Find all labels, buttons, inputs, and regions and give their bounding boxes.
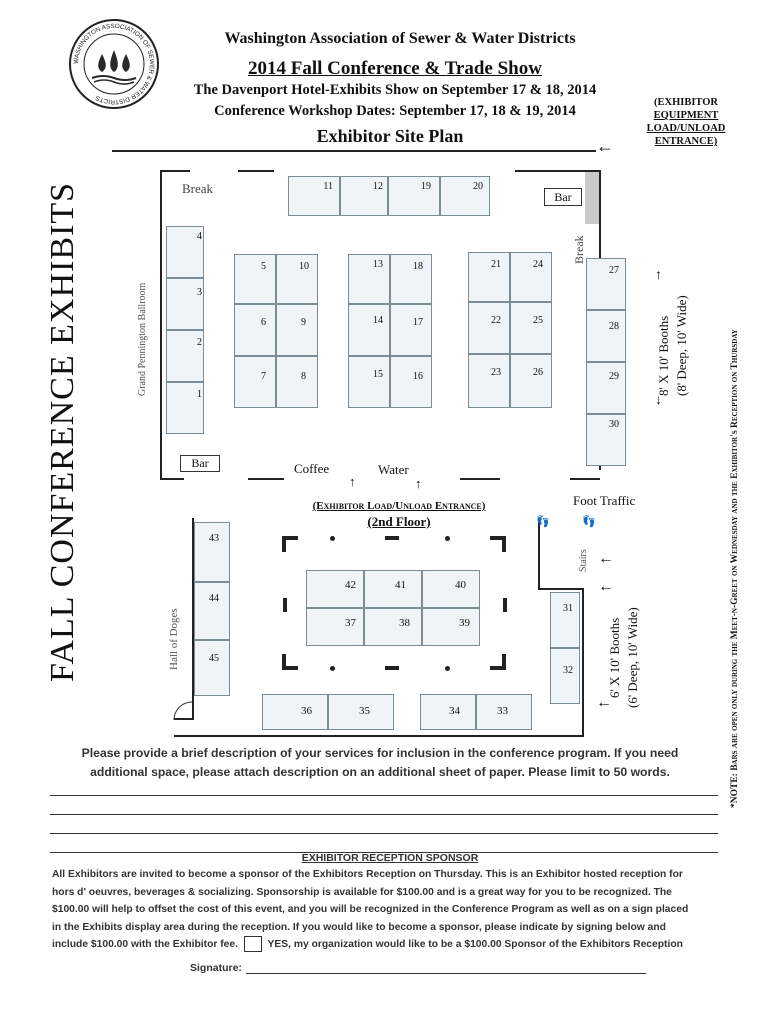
sponsor-line: $100.00 will help to offset the cost of this event, and you will be recognized in the Conference Program as well as on a sign placed — [52, 904, 689, 915]
booth-25[interactable]: 25 — [510, 302, 552, 354]
booth-39[interactable]: 39 — [422, 608, 480, 646]
door-icon — [172, 700, 196, 722]
description-field[interactable] — [50, 833, 718, 834]
description-field[interactable] — [50, 795, 718, 796]
description-field[interactable] — [50, 814, 718, 815]
wall — [570, 478, 600, 480]
booth-15[interactable]: 15 — [348, 356, 390, 408]
booth-43[interactable]: 43 — [194, 522, 230, 582]
booth-44[interactable]: 44 — [194, 582, 230, 640]
booth-29[interactable]: 29 — [586, 362, 626, 414]
booth-16[interactable]: 16 — [390, 356, 432, 408]
break-counter — [585, 172, 599, 224]
arrow-down-icon: ↓ — [655, 393, 662, 408]
booth-7[interactable]: 7 — [234, 356, 276, 408]
booth-size-upper: 8' X 10' Booths — [656, 315, 671, 396]
signature-label: Signature: — [190, 962, 242, 974]
sponsor-body — [52, 866, 724, 954]
booth-19[interactable]: 19 — [388, 176, 440, 216]
booth-4[interactable]: 4 — [166, 226, 204, 278]
booth-8[interactable]: 8 — [276, 356, 318, 408]
sponsor-line: in the Exhibits display area during the reception. If you would like to become a sponsor, please indicate by signing below and — [52, 921, 666, 933]
booth-14[interactable]: 14 — [348, 304, 390, 356]
sponsor-line: All Exhibitors are invited to become a sponsor of the Exhibitors Reception on Thursday. This is an Exhibitor hosted reception for — [52, 869, 683, 880]
wall — [160, 170, 190, 172]
equipment-entrance-line: ENTRANCE) — [654, 136, 718, 147]
booth-42[interactable]: 42 — [306, 570, 364, 608]
svg-text:WASHINGTON ASSOCIATION OF SEWE: WASHINGTON ASSOCIATION OF SEWER & WATER DISTRICTS — [72, 22, 156, 106]
wall — [238, 170, 274, 172]
wall — [160, 170, 162, 480]
description-line: additional space, please attach description on an additional sheet of paper. Please limit to 50 words. — [90, 765, 670, 779]
booth-23[interactable]: 23 — [468, 354, 510, 408]
booth-12[interactable]: 12 — [340, 176, 388, 216]
booth-22[interactable]: 22 — [468, 302, 510, 354]
logo-seal-icon — [64, 14, 164, 114]
booth-size-upper-detail: (8' Deep, 10' Wide) — [674, 295, 689, 396]
booth-33[interactable]: 33 — [476, 694, 532, 730]
booth-45[interactable]: 45 — [194, 640, 230, 696]
break-label: Break — [182, 181, 214, 196]
booth-31[interactable]: 31 — [550, 592, 580, 648]
coffee-label: Coffee — [294, 461, 330, 476]
equipment-entrance-line: (EXHIBITOR — [654, 97, 718, 108]
stairs-label: Stairs — [578, 549, 589, 572]
booth-11[interactable]: 11 — [288, 176, 340, 216]
booth-27[interactable]: 27 — [586, 258, 626, 310]
booth-32[interactable]: 32 — [550, 648, 580, 704]
sponsor-checkbox-label: YES, my organization would like to be a $100.00 Sponsor of the Exhibitors Reception — [267, 939, 683, 950]
booth-38[interactable]: 38 — [364, 608, 422, 646]
bar-bottom-label: Bar — [180, 455, 220, 472]
foot-traffic-label: Foot Traffic — [573, 493, 636, 508]
booth-28[interactable]: 28 — [586, 310, 626, 362]
arrow-left-icon: ← — [596, 136, 614, 156]
second-floor-label: (2nd Floor) — [367, 514, 431, 529]
booth-36[interactable]: 36 — [262, 694, 328, 730]
sponsor-line: include $100.00 with the Exhibitor fee. — [52, 939, 238, 950]
booth-34[interactable]: 34 — [420, 694, 476, 730]
sponsor-line: hors d' oeuvres, beverages & socializing. Sponsorship is available for $100.00 and is a great way for you to be recognized. The — [52, 886, 672, 898]
footprints-icon: 👣 — [536, 516, 550, 528]
equipment-entrance-line: LOAD/UNLOAD — [646, 123, 726, 134]
header-rule — [112, 150, 596, 152]
equipment-entrance-label — [636, 96, 736, 148]
site-plan-title: Exhibitor Site Plan — [316, 126, 464, 146]
wall — [174, 735, 584, 737]
workshop-dates: Conference Workshop Dates: September 17, 18 & 19, 2014 — [214, 103, 576, 119]
arrow-up-icon: ↑ — [349, 474, 356, 489]
booth-13[interactable]: 13 — [348, 254, 390, 304]
booth-6[interactable]: 6 — [234, 304, 276, 356]
wall — [248, 478, 284, 480]
bars-note: *NOTE: Bars are open only during the Meet-n-Greet on Wednesday and the Exhibitor's Reception on Thursday — [730, 329, 740, 808]
booth-30[interactable]: 30 — [586, 414, 626, 466]
page-title: 2014 Fall Conference & Trade Show — [248, 58, 542, 79]
side-title: FALL CONFERENCE EXHIBITS — [44, 182, 81, 682]
signature-field[interactable] — [246, 973, 646, 974]
bar-label: Bar — [544, 188, 582, 206]
water-label: Water — [378, 462, 409, 477]
org-name: Washington Association of Sewer & Water Districts — [224, 30, 576, 47]
ballroom-label: Grand Pennington Ballroom — [137, 282, 148, 396]
description-prompt — [40, 744, 720, 782]
hall-of-doges-label: Hall of Doges — [168, 608, 180, 670]
booth-20[interactable]: 20 — [440, 176, 490, 216]
booth-35[interactable]: 35 — [328, 694, 394, 730]
arrow-left-icon: ← — [598, 550, 614, 567]
arrow-left-icon: ← — [598, 578, 614, 595]
booth-17[interactable]: 17 — [390, 304, 432, 356]
booth-26[interactable]: 26 — [510, 354, 552, 408]
sponsor-heading: EXHIBITOR RECEPTION SPONSOR — [301, 852, 479, 864]
wall — [582, 590, 584, 737]
booth-37[interactable]: 37 — [306, 608, 364, 646]
booth-size-lower-detail: (6' Deep, 10' Wide) — [625, 607, 640, 708]
booth-9[interactable]: 9 — [276, 304, 318, 356]
booth-3[interactable]: 3 — [166, 278, 204, 330]
booth-41[interactable]: 41 — [364, 570, 422, 608]
association-logo — [64, 14, 164, 114]
booth-1[interactable]: 1 — [166, 382, 204, 434]
arrow-up-icon: ↑ — [655, 268, 662, 283]
booth-40[interactable]: 40 — [422, 570, 480, 608]
break-right-label: Break — [572, 235, 586, 264]
description-line: Please provide a brief description of your services for inclusion in the conference program. If you need — [81, 746, 679, 760]
load-entrance-label: (Exhibitor Load/Unload Entrance) — [312, 500, 486, 512]
booth-10[interactable]: 10 — [276, 254, 318, 304]
footprints-icon: 👣 — [582, 516, 596, 528]
arrow-left-icon: ← — [596, 694, 612, 711]
exhibit-dates: The Davenport Hotel-Exhibits Show on September 17 & 18, 2014 — [193, 82, 597, 98]
booth-24[interactable]: 24 — [510, 252, 552, 302]
sponsor-checkbox[interactable] — [244, 936, 262, 952]
wall — [460, 478, 500, 480]
arrow-up-icon: ↑ — [415, 476, 422, 491]
booth-5[interactable]: 5 — [234, 254, 276, 304]
wall — [538, 588, 584, 590]
booth-size-lower: 6' X 10' Booths — [607, 617, 622, 698]
booth-18[interactable]: 18 — [390, 254, 432, 304]
equipment-entrance-line: EQUIPMENT — [653, 110, 719, 121]
sponsor-last-line — [52, 936, 724, 954]
wall — [160, 478, 184, 480]
booth-2[interactable]: 2 — [166, 330, 204, 382]
booth-21[interactable]: 21 — [468, 252, 510, 302]
